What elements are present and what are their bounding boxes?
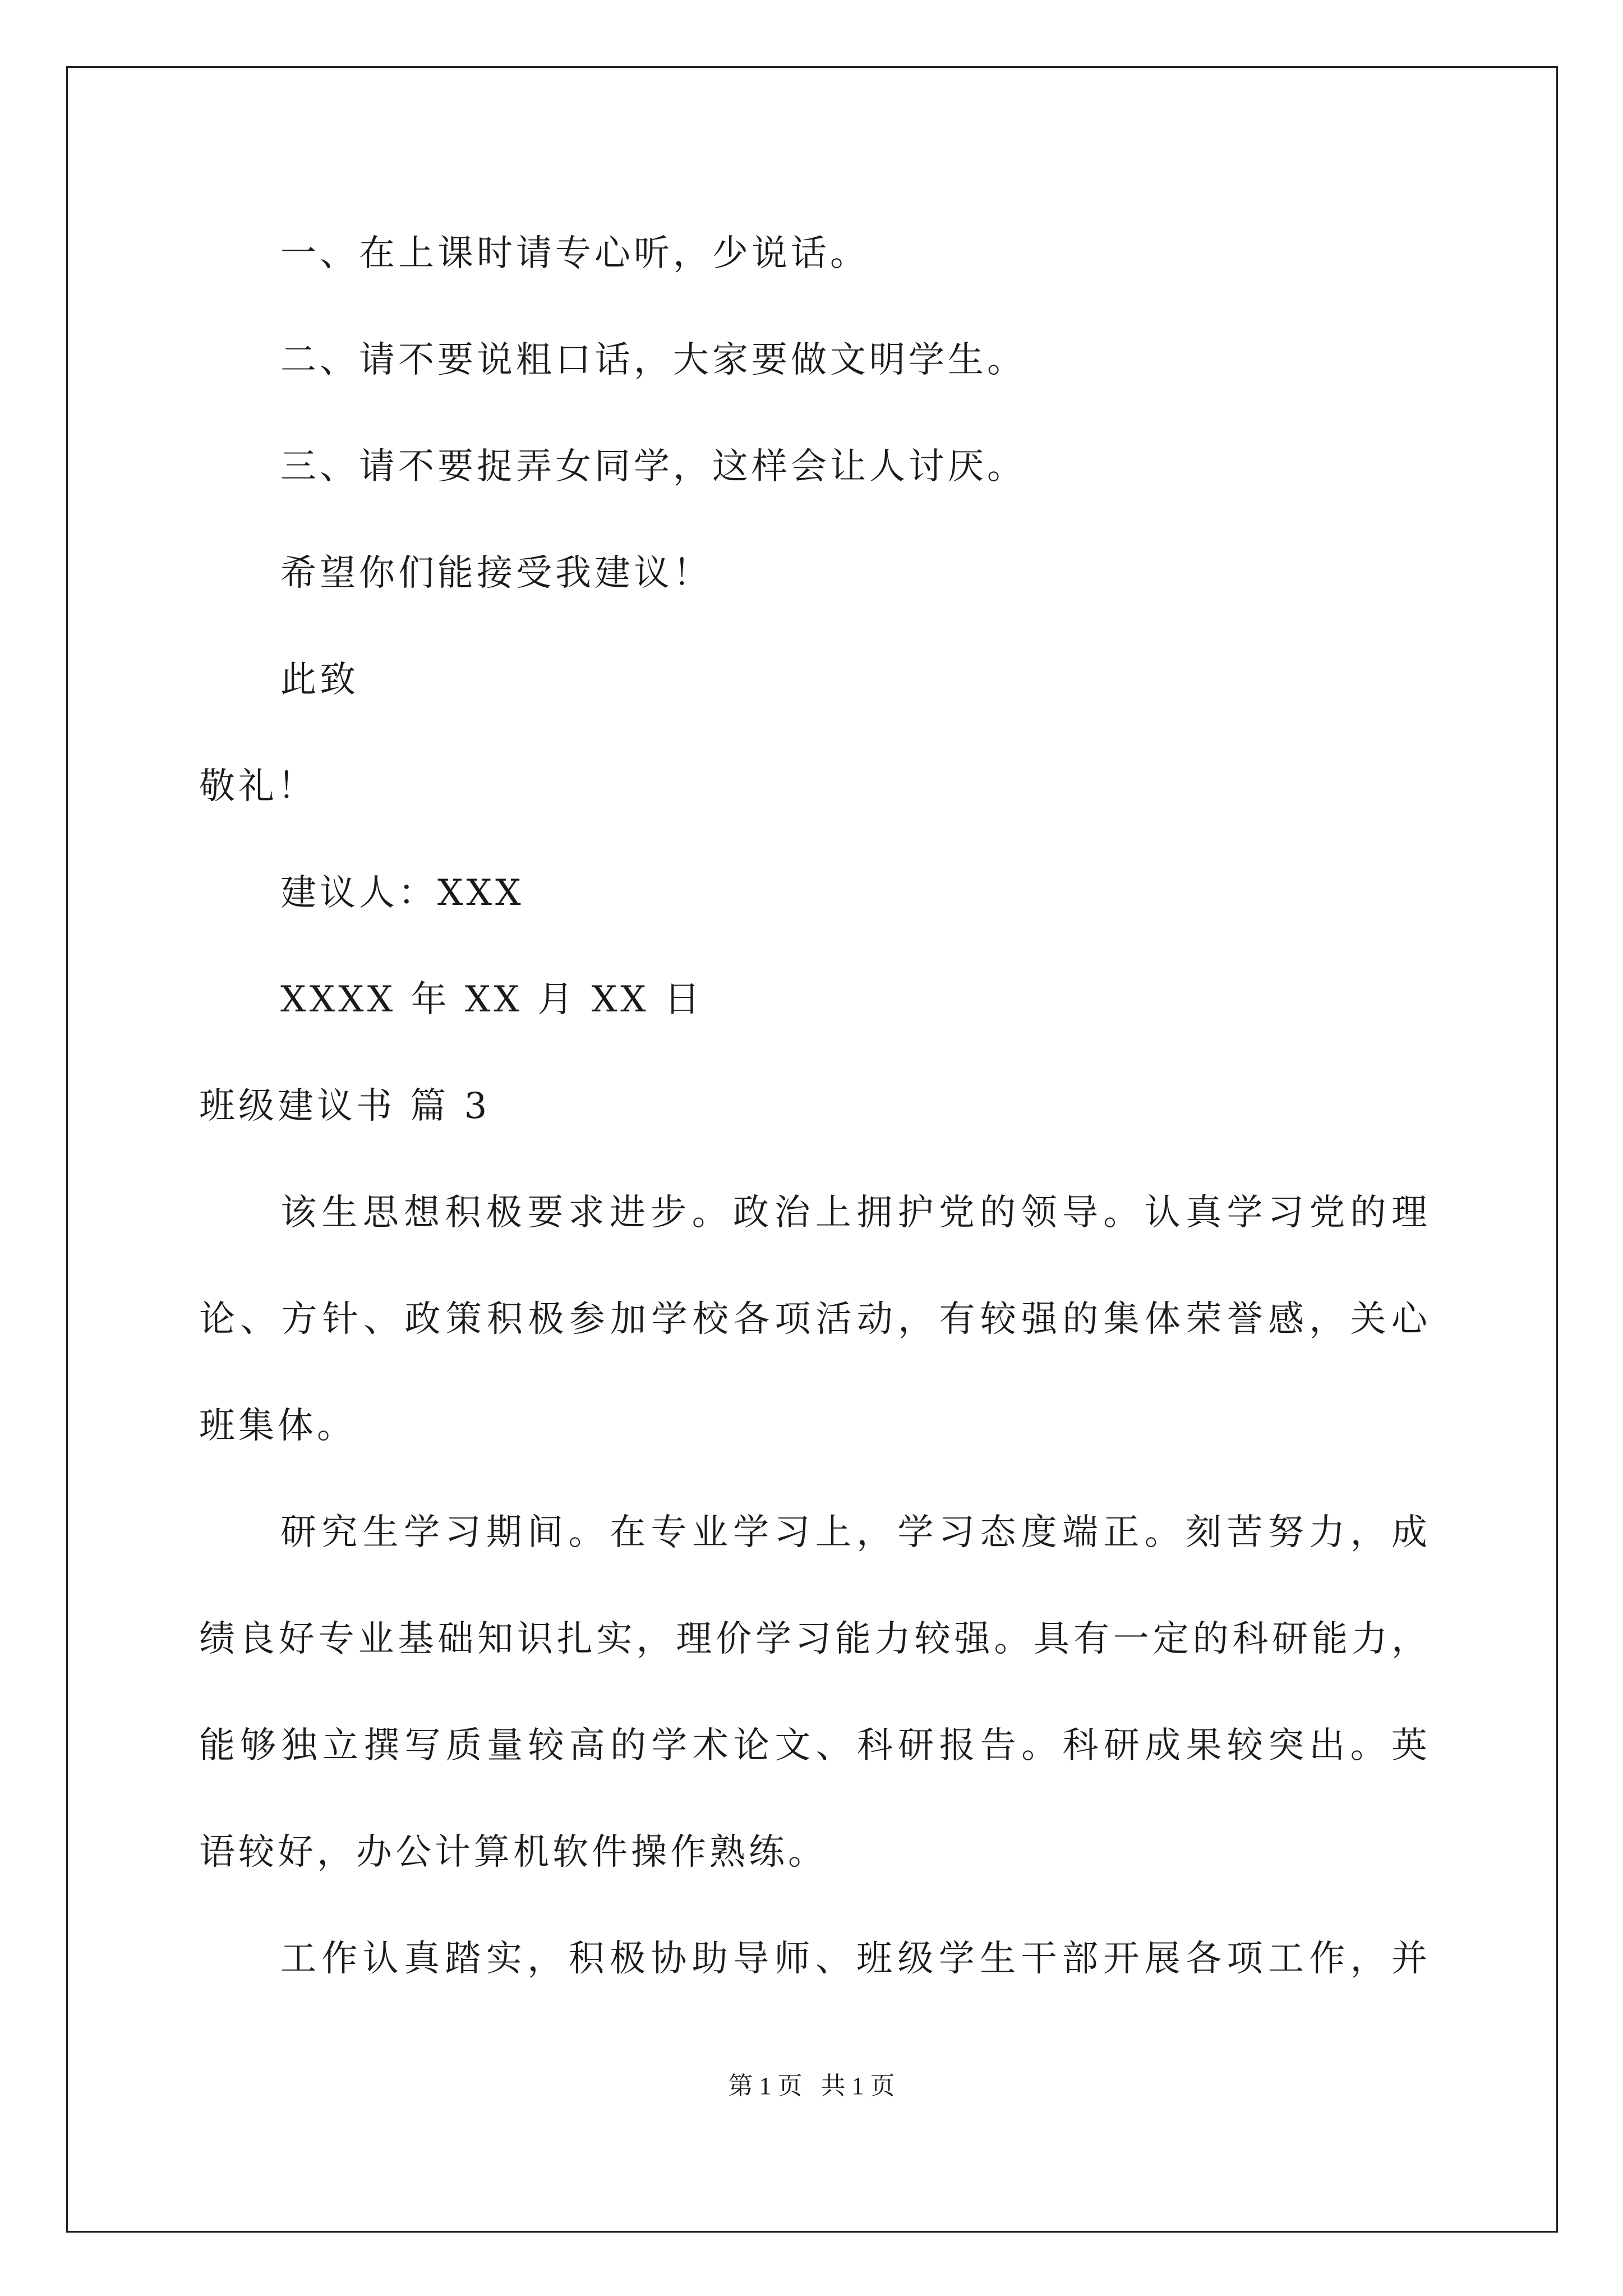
paragraph-3-line-1: 工作认真踏实，积极协助导师、班级学生干部开展各项工作，并: [280, 1938, 1427, 1980]
letter-item-1: 一、在上课时请专心听，少说话。: [280, 233, 869, 274]
letter-salutation-jingli: 敬礼！: [199, 766, 317, 807]
paragraph-1-line-2: 论、方针、政策积极参加学校各项活动，有较强的集体荣誉感，关心: [199, 1299, 1427, 1340]
paragraph-2-line-3: 能够独立撰写质量较高的学术论文、科研报告。科研成果较突出。英: [199, 1725, 1427, 1766]
paragraph-2-line-2: 绩良好专业基础知识扎实，理价学习能力较强。具有一定的科研能力，: [199, 1618, 1427, 1660]
paragraph-2-line-4: 语较好，办公计算机软件操作熟练。: [199, 1832, 827, 1873]
paragraph-1-line-3: 班集体。: [199, 1405, 356, 1447]
letter-item-2: 二、请不要说粗口话，大家要做文明学生。: [280, 339, 1026, 381]
page-border: [66, 66, 1558, 2233]
letter-item-3: 三、请不要捉弄女同学，这样会让人讨厌。: [280, 446, 1026, 487]
letter-signer: 建议人：XXX: [280, 872, 524, 914]
page-number-footer: 第 1 页 共 1 页: [728, 2072, 895, 2100]
letter-closing-hope: 希望你们能接受我建议！: [280, 553, 712, 594]
paragraph-2-line-1: 研究生学习期间。在专业学习上，学习态度端正。刻苦努力，成: [280, 1512, 1427, 1553]
section-heading: 班级建议书 篇 3: [199, 1085, 491, 1127]
paragraph-1-line-1: 该生思想积极要求进步。政治上拥护党的领导。认真学习党的理: [280, 1192, 1427, 1234]
letter-date: XXXX 年 XX 月 XX 日: [280, 979, 704, 1020]
letter-salutation-cizhi: 此致: [280, 659, 359, 701]
